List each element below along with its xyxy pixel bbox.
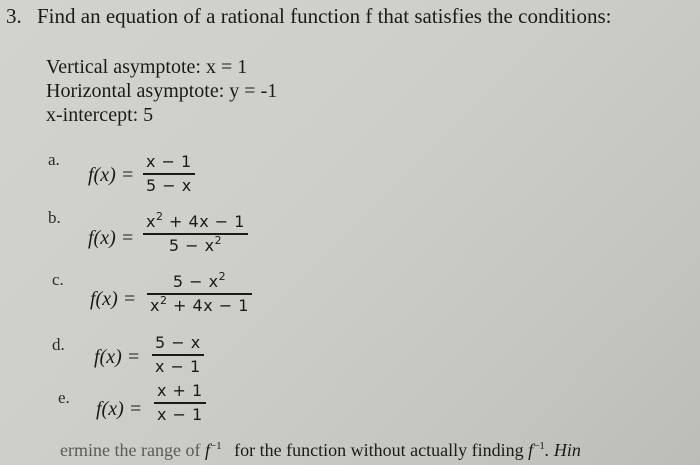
option-b-denominator: $5 - x^2$: [168, 233, 223, 255]
option-c-numerator: $5 - x^2$: [172, 270, 227, 291]
option-d-numerator: 5 − x: [155, 333, 201, 352]
option-a-letter: a.: [48, 150, 60, 169]
option-d-letter: d.: [52, 335, 65, 354]
option-c-lhs: f(x) =: [90, 288, 137, 310]
option-c-fraction: [147, 270, 252, 315]
option-e-lhs: f(x) =: [96, 398, 143, 420]
option-b-letter: b.: [48, 208, 61, 227]
condition-horizontal-asymptote: Horizontal asymptote: y = -1: [46, 80, 278, 102]
option-e-denominator: x − 1: [157, 404, 203, 424]
next-question-faded: ermine the range of: [60, 440, 201, 460]
question-text: Find an equation of a rational function f that satisfies the conditions:: [37, 4, 612, 28]
condition-vertical-asymptote: Vertical asymptote: x = 1: [46, 56, 248, 78]
option-e-letter: e.: [58, 388, 70, 407]
option-d-lhs: f(x) =: [94, 346, 141, 368]
next-question-mid: for the function without actually finding: [234, 440, 524, 460]
option-c-letter: c.: [52, 270, 64, 289]
option-d-fraction: [152, 334, 204, 376]
option-a-fraction: [143, 153, 195, 195]
fraction-bar: [143, 233, 248, 235]
option-a-lhs: f(x) =: [88, 164, 135, 186]
option-e-fraction: [154, 382, 206, 424]
option-b-lhs: f(x) =: [88, 227, 135, 249]
option-d-denominator: x − 1: [155, 356, 201, 376]
option-b-fraction: [143, 210, 248, 255]
fraction-bar: [154, 402, 206, 404]
question-header: [6, 4, 611, 29]
question-number: 3.: [6, 4, 22, 28]
option-a-denominator: 5 − x: [146, 175, 192, 195]
option-c-denominator: $x^2 + 4x - 1$: [150, 293, 249, 315]
fraction-bar: [152, 354, 204, 356]
fraction-bar: [143, 173, 195, 175]
option-e-numerator: x + 1: [157, 381, 203, 400]
condition-x-intercept: x-intercept: 5: [46, 104, 154, 126]
option-b-numerator: $x^2 + 4x - 1$: [146, 210, 245, 231]
next-question-text: ermine the range of $f^{-1}$ for the function without actually finding $f^{-1}$. Hin: [60, 440, 581, 460]
option-a-numerator: x − 1: [146, 152, 192, 171]
